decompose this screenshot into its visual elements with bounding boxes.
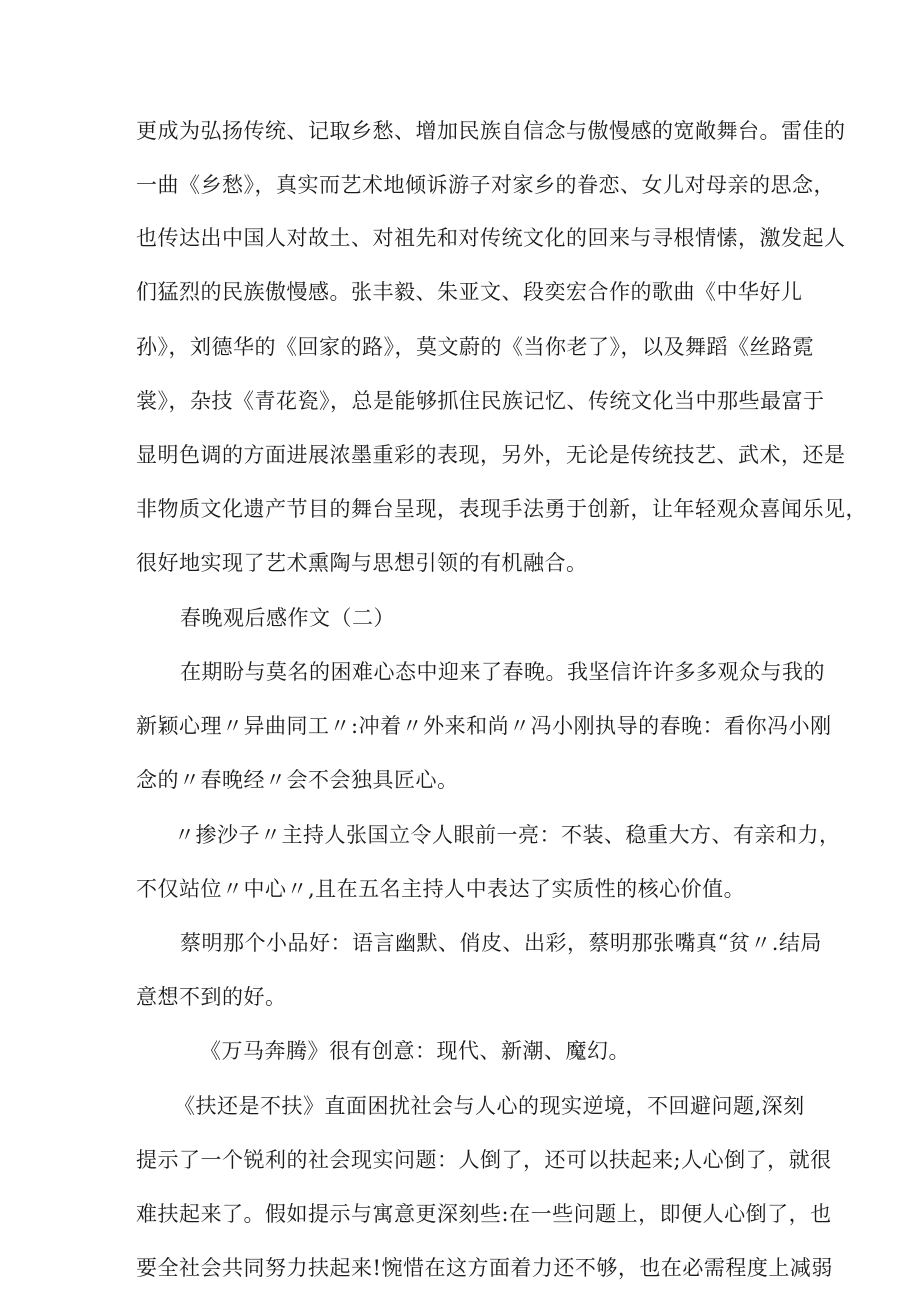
text-line: 《万马奔腾》很有创意：现代、新潮、魔幻。 (200, 1039, 630, 1063)
text-line: 显明色调的方面进展浓墨重彩的表现，另外，无论是传统技艺、武术，还是 (136, 443, 846, 467)
text-line: 一曲《乡愁》，真实而艺术地倾诉游子对家乡的眷恋、女儿对母亲的思念， (136, 173, 835, 197)
text-line: 孙》，刘德华的《回家的路》，莫文蔚的《当你老了》，以及舞蹈《丝路霓 (136, 335, 814, 359)
text-line: 念的〃春晚经〃会不会独具匠心。 (136, 768, 459, 792)
text-line: 在期盼与莫名的困难心态中迎来了春晚。我坚信许许多多观众与我的 (180, 660, 825, 684)
text-line: 也传达出中国人对故土、对祖先和对传统文化的回来与寻根情愫，激发起人 (136, 226, 846, 250)
text-line: 提示了一个锐利的社会现实问题：人倒了，还可以扶起来;人心倒了，就很 (136, 1148, 832, 1172)
text-line: 裳》，杂技《青花瓷》，总是能够抓住民族记忆、传统文化当中那些最富于 (136, 389, 825, 413)
text-line: 《扶还是不扶》直面困扰社会与人心的现实逆境，不回避问题,深刻 (174, 1094, 805, 1118)
text-line: 非物质文化遗产节目的舞台呈现，表现手法勇于创新，让年轻观众喜闻乐见， (136, 497, 867, 521)
text-line: 〃掺沙子〃主持人张国立令人眼前一亮：不装、稳重大方、有亲和力， (174, 823, 841, 847)
text-line: 不仅站位〃中心〃,且在五名主持人中表达了实质性的核心价值。 (136, 877, 746, 901)
text-line: 蔡明那个小品好：语言幽默、俏皮、出彩，蔡明那张嘴真“贫〃.结局 (180, 931, 822, 955)
text-line: 们猛烈的民族傲慢感。张丰毅、朱亚文、段奕宏合作的歌曲《中华好儿 (136, 280, 803, 304)
text-line: 新颖心理〃异曲同工〃:冲着〃外来和尚〃冯小刚执导的春晚：看你冯小刚 (136, 714, 832, 738)
text-line: 难扶起来了。假如提示与寓意更深刻些:在一些问题上，即便人心倒了，也 (136, 1202, 832, 1226)
text-line: 很好地实现了艺术熏陶与思想引领的有机融合。 (136, 551, 588, 575)
section-heading: 春晚观后感作文（二） (180, 606, 395, 630)
text-line: 要全社会共同努力扶起来!惋惜在这方面着力还不够，也在必需程度上减弱 (136, 1256, 833, 1280)
text-line: 更成为弘扬传统、记取乡愁、增加民族自信念与傲慢感的宽敞舞台。雷佳的 (136, 119, 846, 143)
text-line: 意想不到的好。 (136, 985, 287, 1009)
